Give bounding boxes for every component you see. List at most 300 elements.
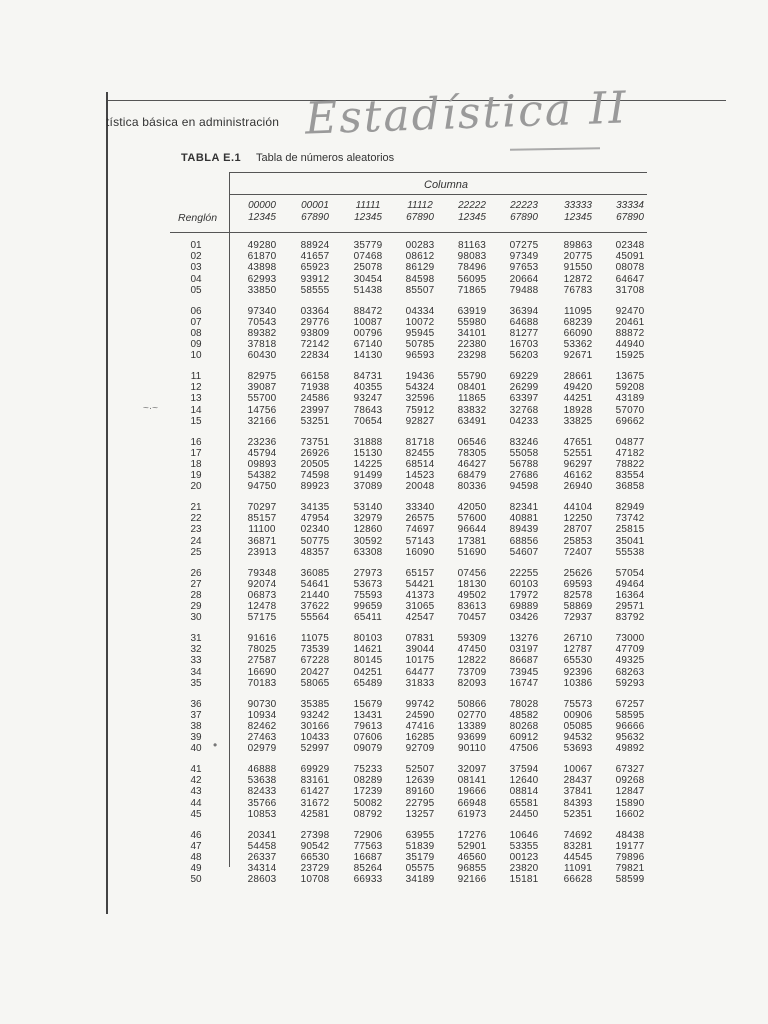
table-cell: 83554 xyxy=(615,470,645,482)
table-cell: 30592 xyxy=(353,535,383,547)
table-cell: 66530 xyxy=(300,851,330,863)
table-cell: 58555 xyxy=(300,284,330,296)
table-cell: 14523 xyxy=(405,470,435,482)
table-label: TABLA E.1 xyxy=(181,152,242,164)
table-cell: 08814 xyxy=(509,786,539,798)
table-cell: 34314 xyxy=(247,863,277,875)
table-cell: 14225 xyxy=(353,458,383,470)
row-label-divider xyxy=(229,172,230,867)
table-cell: 24586 xyxy=(300,393,330,405)
column-header-line: 00000 xyxy=(248,200,276,211)
table-cell: 79613 xyxy=(353,720,383,732)
column-header-line: 22223 xyxy=(510,200,538,211)
table-cell: 08401 xyxy=(457,382,487,394)
table-cell: 07275 xyxy=(509,240,539,251)
table-cell: 34189 xyxy=(405,874,435,886)
row-number: 20 xyxy=(190,481,202,493)
row-number: 29 xyxy=(190,601,202,613)
table-cell: 61973 xyxy=(457,808,487,820)
table-cell: 13675 xyxy=(615,371,645,382)
table-cell: 45091 xyxy=(615,251,645,263)
table-cell: 03197 xyxy=(509,644,539,656)
table-cell: 68479 xyxy=(457,470,487,482)
table-cell: 28603 xyxy=(247,874,277,886)
table-cell: 58065 xyxy=(300,677,330,689)
table-cell: 72906 xyxy=(353,829,383,841)
table-cell: 11095 xyxy=(563,305,593,317)
table-cell: 81718 xyxy=(405,436,435,448)
table-cell: 54458 xyxy=(247,840,277,852)
row-number: 43 xyxy=(190,786,202,798)
table-cell: 00906 xyxy=(563,709,593,721)
table-cell: 22380 xyxy=(457,339,487,351)
table-cell: 49420 xyxy=(563,382,593,394)
table-cell: 35766 xyxy=(247,797,277,809)
row-number: 02 xyxy=(190,251,202,263)
table-cell: 47954 xyxy=(300,513,330,525)
table-cell: 92709 xyxy=(405,743,435,755)
table-cell: 22255 xyxy=(509,567,539,579)
table-cell: 92396 xyxy=(563,666,593,678)
table-cell: 23298 xyxy=(457,350,487,362)
header-bottom-rule xyxy=(170,232,647,233)
table-cell: 41657 xyxy=(300,251,330,263)
binding-margin-line xyxy=(106,92,108,914)
table-cell: 10067 xyxy=(563,764,593,775)
table-cell: 10175 xyxy=(405,655,435,667)
column-header xyxy=(600,200,660,224)
table-cell: 60912 xyxy=(509,732,539,744)
table-cell: 70183 xyxy=(247,677,277,689)
table-cell: 78822 xyxy=(615,458,645,470)
table-cell: 20505 xyxy=(300,458,330,470)
row-number: 11 xyxy=(190,371,202,382)
column-header-line: 33333 xyxy=(564,200,592,211)
table-cell: 74697 xyxy=(405,524,435,536)
table-cell: 84393 xyxy=(563,797,593,809)
table-cell: 53638 xyxy=(247,775,277,787)
table-cell: 14756 xyxy=(247,404,277,416)
table-cell: 93699 xyxy=(457,732,487,744)
column-header xyxy=(494,200,554,224)
table-cell: 89923 xyxy=(300,481,330,493)
table-cell: 36871 xyxy=(247,535,277,547)
table-cell: 25815 xyxy=(615,524,645,536)
table-cell: 48582 xyxy=(509,709,539,721)
row-number: 33 xyxy=(190,655,202,667)
table-cell: 26299 xyxy=(509,382,539,394)
table-cell: 52551 xyxy=(563,447,593,459)
table-cell: 51438 xyxy=(353,284,383,296)
table-cell: 20775 xyxy=(563,251,593,263)
table-cell: 84731 xyxy=(353,371,383,382)
table-cell: 08078 xyxy=(615,262,645,274)
table-cell: 42050 xyxy=(457,502,487,513)
table-cell: 39087 xyxy=(247,382,277,394)
table-cell: 72407 xyxy=(563,546,593,558)
table-cell: 52351 xyxy=(563,808,593,820)
table-cell: 99742 xyxy=(405,698,435,710)
table-cell: 55700 xyxy=(247,393,277,405)
table-cell: 40881 xyxy=(509,513,539,525)
table-cell: 10386 xyxy=(563,677,593,689)
table-cell: 16602 xyxy=(615,808,645,820)
row-number: 21 xyxy=(190,502,202,513)
row-number: 44 xyxy=(190,797,202,809)
table-cell: 82093 xyxy=(457,677,487,689)
table-cell: 47182 xyxy=(615,447,645,459)
table-cell: 83161 xyxy=(300,775,330,787)
table-cell: 37089 xyxy=(353,481,383,493)
table-cell: 07468 xyxy=(353,251,383,263)
table-cell: 02340 xyxy=(300,524,330,536)
table-cell: 79896 xyxy=(615,851,645,863)
table-cell: 39044 xyxy=(405,644,435,656)
table-cell: 14621 xyxy=(353,644,383,656)
table-cell: 83246 xyxy=(509,436,539,448)
table-cell: 15890 xyxy=(615,797,645,809)
row-number: 19 xyxy=(190,470,202,482)
table-cell: 71938 xyxy=(300,382,330,394)
table-cell: 07606 xyxy=(353,732,383,744)
row-number: 08 xyxy=(190,327,202,339)
table-cell: 26710 xyxy=(563,633,593,644)
table-cell: 81277 xyxy=(509,327,539,339)
table-cell: 75593 xyxy=(353,589,383,601)
table-cell: 36085 xyxy=(300,567,330,579)
table-cell: 50775 xyxy=(300,535,330,547)
table-cell: 42547 xyxy=(405,612,435,624)
table-cell: 02979 xyxy=(247,743,277,755)
row-number: 09 xyxy=(190,339,202,351)
table-cell: 63397 xyxy=(509,393,539,405)
table-cell: 63308 xyxy=(353,546,383,558)
table-cell: 75912 xyxy=(405,404,435,416)
table-cell: 08612 xyxy=(405,251,435,263)
column-header xyxy=(338,200,398,224)
table-cell: 12847 xyxy=(615,786,645,798)
table-cell: 23820 xyxy=(509,863,539,875)
table-cell: 15925 xyxy=(615,350,645,362)
table-cell: 02770 xyxy=(457,709,487,721)
table-cell: 47651 xyxy=(563,436,593,448)
table-cell: 11075 xyxy=(300,633,330,644)
table-cell: 03364 xyxy=(300,305,330,317)
table-cell: 19666 xyxy=(457,786,487,798)
row-number: 18 xyxy=(190,458,202,470)
table-cell: 03426 xyxy=(509,612,539,624)
table-cell: 27973 xyxy=(353,567,383,579)
table-cell: 16364 xyxy=(615,589,645,601)
table-cell: 78305 xyxy=(457,447,487,459)
row-number: 49 xyxy=(190,863,202,875)
row-number: 04 xyxy=(190,273,202,285)
table-cell: 65489 xyxy=(353,677,383,689)
table-cell: 73945 xyxy=(509,666,539,678)
row-number: 17 xyxy=(190,447,202,459)
table-cell: 63955 xyxy=(405,829,435,841)
table-cell: 88872 xyxy=(615,327,645,339)
table-cell: 89160 xyxy=(405,786,435,798)
table-cell: 81163 xyxy=(457,240,487,251)
table-cell: 92074 xyxy=(247,578,277,590)
table-cell: 16285 xyxy=(405,732,435,744)
column-header-line: 67890 xyxy=(616,212,644,223)
table-cell: 91616 xyxy=(247,633,277,644)
row-number: 22 xyxy=(190,513,202,525)
table-cell: 58595 xyxy=(615,709,645,721)
column-group-header: Columna xyxy=(424,179,469,191)
table-cell: 49464 xyxy=(615,578,645,590)
table-cell: 22834 xyxy=(300,350,330,362)
row-number: 05 xyxy=(190,284,202,296)
row-number: 46 xyxy=(190,829,202,841)
table-cell: 05575 xyxy=(405,863,435,875)
table-cell: 16687 xyxy=(353,851,383,863)
table-cell: 46888 xyxy=(247,764,277,775)
row-number: 35 xyxy=(190,677,202,689)
table-cell: 40355 xyxy=(353,382,383,394)
table-cell: 06546 xyxy=(457,436,487,448)
table-cell: 24590 xyxy=(405,709,435,721)
table-cell: 92671 xyxy=(563,350,593,362)
table-cell: 69662 xyxy=(615,415,645,427)
table-cell: 85507 xyxy=(405,284,435,296)
table-cell: 10087 xyxy=(353,316,383,328)
table-cell: 79348 xyxy=(247,567,277,579)
handwritten-underline xyxy=(510,147,600,151)
table-cell: 70457 xyxy=(457,612,487,624)
table-cell: 56203 xyxy=(509,350,539,362)
table-cell: 55564 xyxy=(300,612,330,624)
table-cell: 55980 xyxy=(457,316,487,328)
table-cell: 53693 xyxy=(563,743,593,755)
table-cell: 27587 xyxy=(247,655,277,667)
row-number: 31 xyxy=(190,633,202,644)
table-cell: 05085 xyxy=(563,720,593,732)
row-number: 26 xyxy=(190,567,202,579)
table-cell: 49280 xyxy=(247,240,277,251)
table-cell: 75233 xyxy=(353,764,383,775)
row-number: 40 xyxy=(190,743,202,755)
table-cell: 71865 xyxy=(457,284,487,296)
row-number: 36 xyxy=(190,698,202,710)
table-cell: 65581 xyxy=(509,797,539,809)
table-cell: 35385 xyxy=(300,698,330,710)
row-number: 15 xyxy=(190,415,202,427)
table-cell: 53251 xyxy=(300,415,330,427)
row-number: 39 xyxy=(190,732,202,744)
stray-mark: • xyxy=(213,738,218,752)
table-cell: 27686 xyxy=(509,470,539,482)
table-cell: 91550 xyxy=(563,262,593,274)
table-cell: 51690 xyxy=(457,546,487,558)
table-cell: 82949 xyxy=(615,502,645,513)
table-cell: 61870 xyxy=(247,251,277,263)
table-cell: 70543 xyxy=(247,316,277,328)
table-cell: 26575 xyxy=(405,513,435,525)
column-header xyxy=(285,200,345,224)
table-cell: 69593 xyxy=(563,578,593,590)
table-cell: 54421 xyxy=(405,578,435,590)
table-cell: 16090 xyxy=(405,546,435,558)
table-cell: 47709 xyxy=(615,644,645,656)
table-cell: 10646 xyxy=(509,829,539,841)
table-cell: 82462 xyxy=(247,720,277,732)
table-cell: 09079 xyxy=(353,743,383,755)
table-cell: 90110 xyxy=(457,743,487,755)
table-cell: 89382 xyxy=(247,327,277,339)
table-cell: 89863 xyxy=(563,240,593,251)
table-cell: 59293 xyxy=(615,677,645,689)
table-cell: 47506 xyxy=(509,743,539,755)
table-cell: 29571 xyxy=(615,601,645,613)
table-cell: 49892 xyxy=(615,743,645,755)
table-cell: 08141 xyxy=(457,775,487,787)
table-cell: 23236 xyxy=(247,436,277,448)
table-cell: 57600 xyxy=(457,513,487,525)
table-cell: 83832 xyxy=(457,404,487,416)
table-cell: 49325 xyxy=(615,655,645,667)
table-cell: 68263 xyxy=(615,666,645,678)
table-cell: 26337 xyxy=(247,851,277,863)
table-cell: 69229 xyxy=(509,371,539,382)
table-cell: 73539 xyxy=(300,644,330,656)
table-cell: 73742 xyxy=(615,513,645,525)
table-cell: 80145 xyxy=(353,655,383,667)
table-cell: 65530 xyxy=(563,655,593,667)
table-cell: 48438 xyxy=(615,829,645,841)
table-cell: 57175 xyxy=(247,612,277,624)
table-cell: 97340 xyxy=(247,305,277,317)
table-cell: 02348 xyxy=(615,240,645,251)
table-cell: 73709 xyxy=(457,666,487,678)
table-cell: 13431 xyxy=(353,709,383,721)
table-cell: 41373 xyxy=(405,589,435,601)
table-cell: 04251 xyxy=(353,666,383,678)
table-cell: 43189 xyxy=(615,393,645,405)
table-cell: 72142 xyxy=(300,339,330,351)
table-cell: 12822 xyxy=(457,655,487,667)
table-cell: 18928 xyxy=(563,404,593,416)
row-number: 23 xyxy=(190,524,202,536)
table-cell: 92827 xyxy=(405,415,435,427)
table-cell: 94532 xyxy=(563,732,593,744)
table-cell: 28661 xyxy=(563,371,593,382)
table-cell: 13389 xyxy=(457,720,487,732)
table-cell: 63919 xyxy=(457,305,487,317)
table-cell: 58599 xyxy=(615,874,645,886)
row-number: 25 xyxy=(190,546,202,558)
table-cell: 70297 xyxy=(247,502,277,513)
table-cell: 66158 xyxy=(300,371,330,382)
table-cell: 37818 xyxy=(247,339,277,351)
table-cell: 26940 xyxy=(563,481,593,493)
table-cell: 82975 xyxy=(247,371,277,382)
table-cell: 23913 xyxy=(247,546,277,558)
table-cell: 12872 xyxy=(563,273,593,285)
table-cell: 28437 xyxy=(563,775,593,787)
table-cell: 64477 xyxy=(405,666,435,678)
table-cell: 57143 xyxy=(405,535,435,547)
table-cell: 55790 xyxy=(457,371,487,382)
table-cell: 54641 xyxy=(300,578,330,590)
table-cell: 96666 xyxy=(615,720,645,732)
column-header-line: 67890 xyxy=(301,212,329,223)
table-cell: 32768 xyxy=(509,404,539,416)
row-number: 10 xyxy=(190,350,202,362)
table-cell: 97653 xyxy=(509,262,539,274)
table-cell: 31672 xyxy=(300,797,330,809)
table-cell: 53673 xyxy=(353,578,383,590)
table-cell: 12639 xyxy=(405,775,435,787)
table-cell: 64688 xyxy=(509,316,539,328)
table-cell: 90542 xyxy=(300,840,330,852)
table-cell: 83792 xyxy=(615,612,645,624)
row-number: 12 xyxy=(190,382,202,394)
row-number: 30 xyxy=(190,612,202,624)
table-cell: 60430 xyxy=(247,350,277,362)
table-cell: 16703 xyxy=(509,339,539,351)
table-cell: 52507 xyxy=(405,764,435,775)
table-cell: 67257 xyxy=(615,698,645,710)
table-cell: 58869 xyxy=(563,601,593,613)
row-number: 48 xyxy=(190,851,202,863)
column-header-line: 11112 xyxy=(407,200,433,211)
table-cell: 50082 xyxy=(353,797,383,809)
table-cell: 53140 xyxy=(353,502,383,513)
table-cell: 78028 xyxy=(509,698,539,710)
table-cell: 82578 xyxy=(563,589,593,601)
table-cell: 43898 xyxy=(247,262,277,274)
table-cell: 56788 xyxy=(509,458,539,470)
table-cell: 12640 xyxy=(509,775,539,787)
table-cell: 48357 xyxy=(300,546,330,558)
running-header: tística básica en administración xyxy=(106,115,280,129)
row-number: 03 xyxy=(190,262,202,274)
table-cell: 10433 xyxy=(300,732,330,744)
row-number: 42 xyxy=(190,775,202,787)
table-cell: 57054 xyxy=(615,567,645,579)
table-cell: 23997 xyxy=(300,404,330,416)
table-cell: 74692 xyxy=(563,829,593,841)
row-number: 45 xyxy=(190,808,202,820)
column-header-line: 67890 xyxy=(510,212,538,223)
column-header-line: 33334 xyxy=(616,200,644,211)
column-header-line: 11111 xyxy=(355,200,381,211)
table-cell: 86687 xyxy=(509,655,539,667)
table-top-rule xyxy=(229,172,647,173)
table-cell: 00123 xyxy=(509,851,539,863)
table-cell: 93809 xyxy=(300,327,330,339)
table-cell: 36858 xyxy=(615,481,645,493)
table-cell: 55058 xyxy=(509,447,539,459)
table-cell: 44545 xyxy=(563,851,593,863)
table-caption: Tabla de números aleatorios xyxy=(255,152,395,164)
table-cell: 82455 xyxy=(405,447,435,459)
table-cell: 46162 xyxy=(563,470,593,482)
table-cell: 23729 xyxy=(300,863,330,875)
row-number: 14 xyxy=(190,404,202,416)
table-cell: 15679 xyxy=(353,698,383,710)
table-cell: 46427 xyxy=(457,458,487,470)
table-cell: 09893 xyxy=(247,458,277,470)
table-cell: 94598 xyxy=(509,481,539,493)
row-number: 50 xyxy=(190,874,202,886)
table-cell: 68239 xyxy=(563,316,593,328)
table-cell: 30454 xyxy=(353,273,383,285)
table-cell: 45794 xyxy=(247,447,277,459)
